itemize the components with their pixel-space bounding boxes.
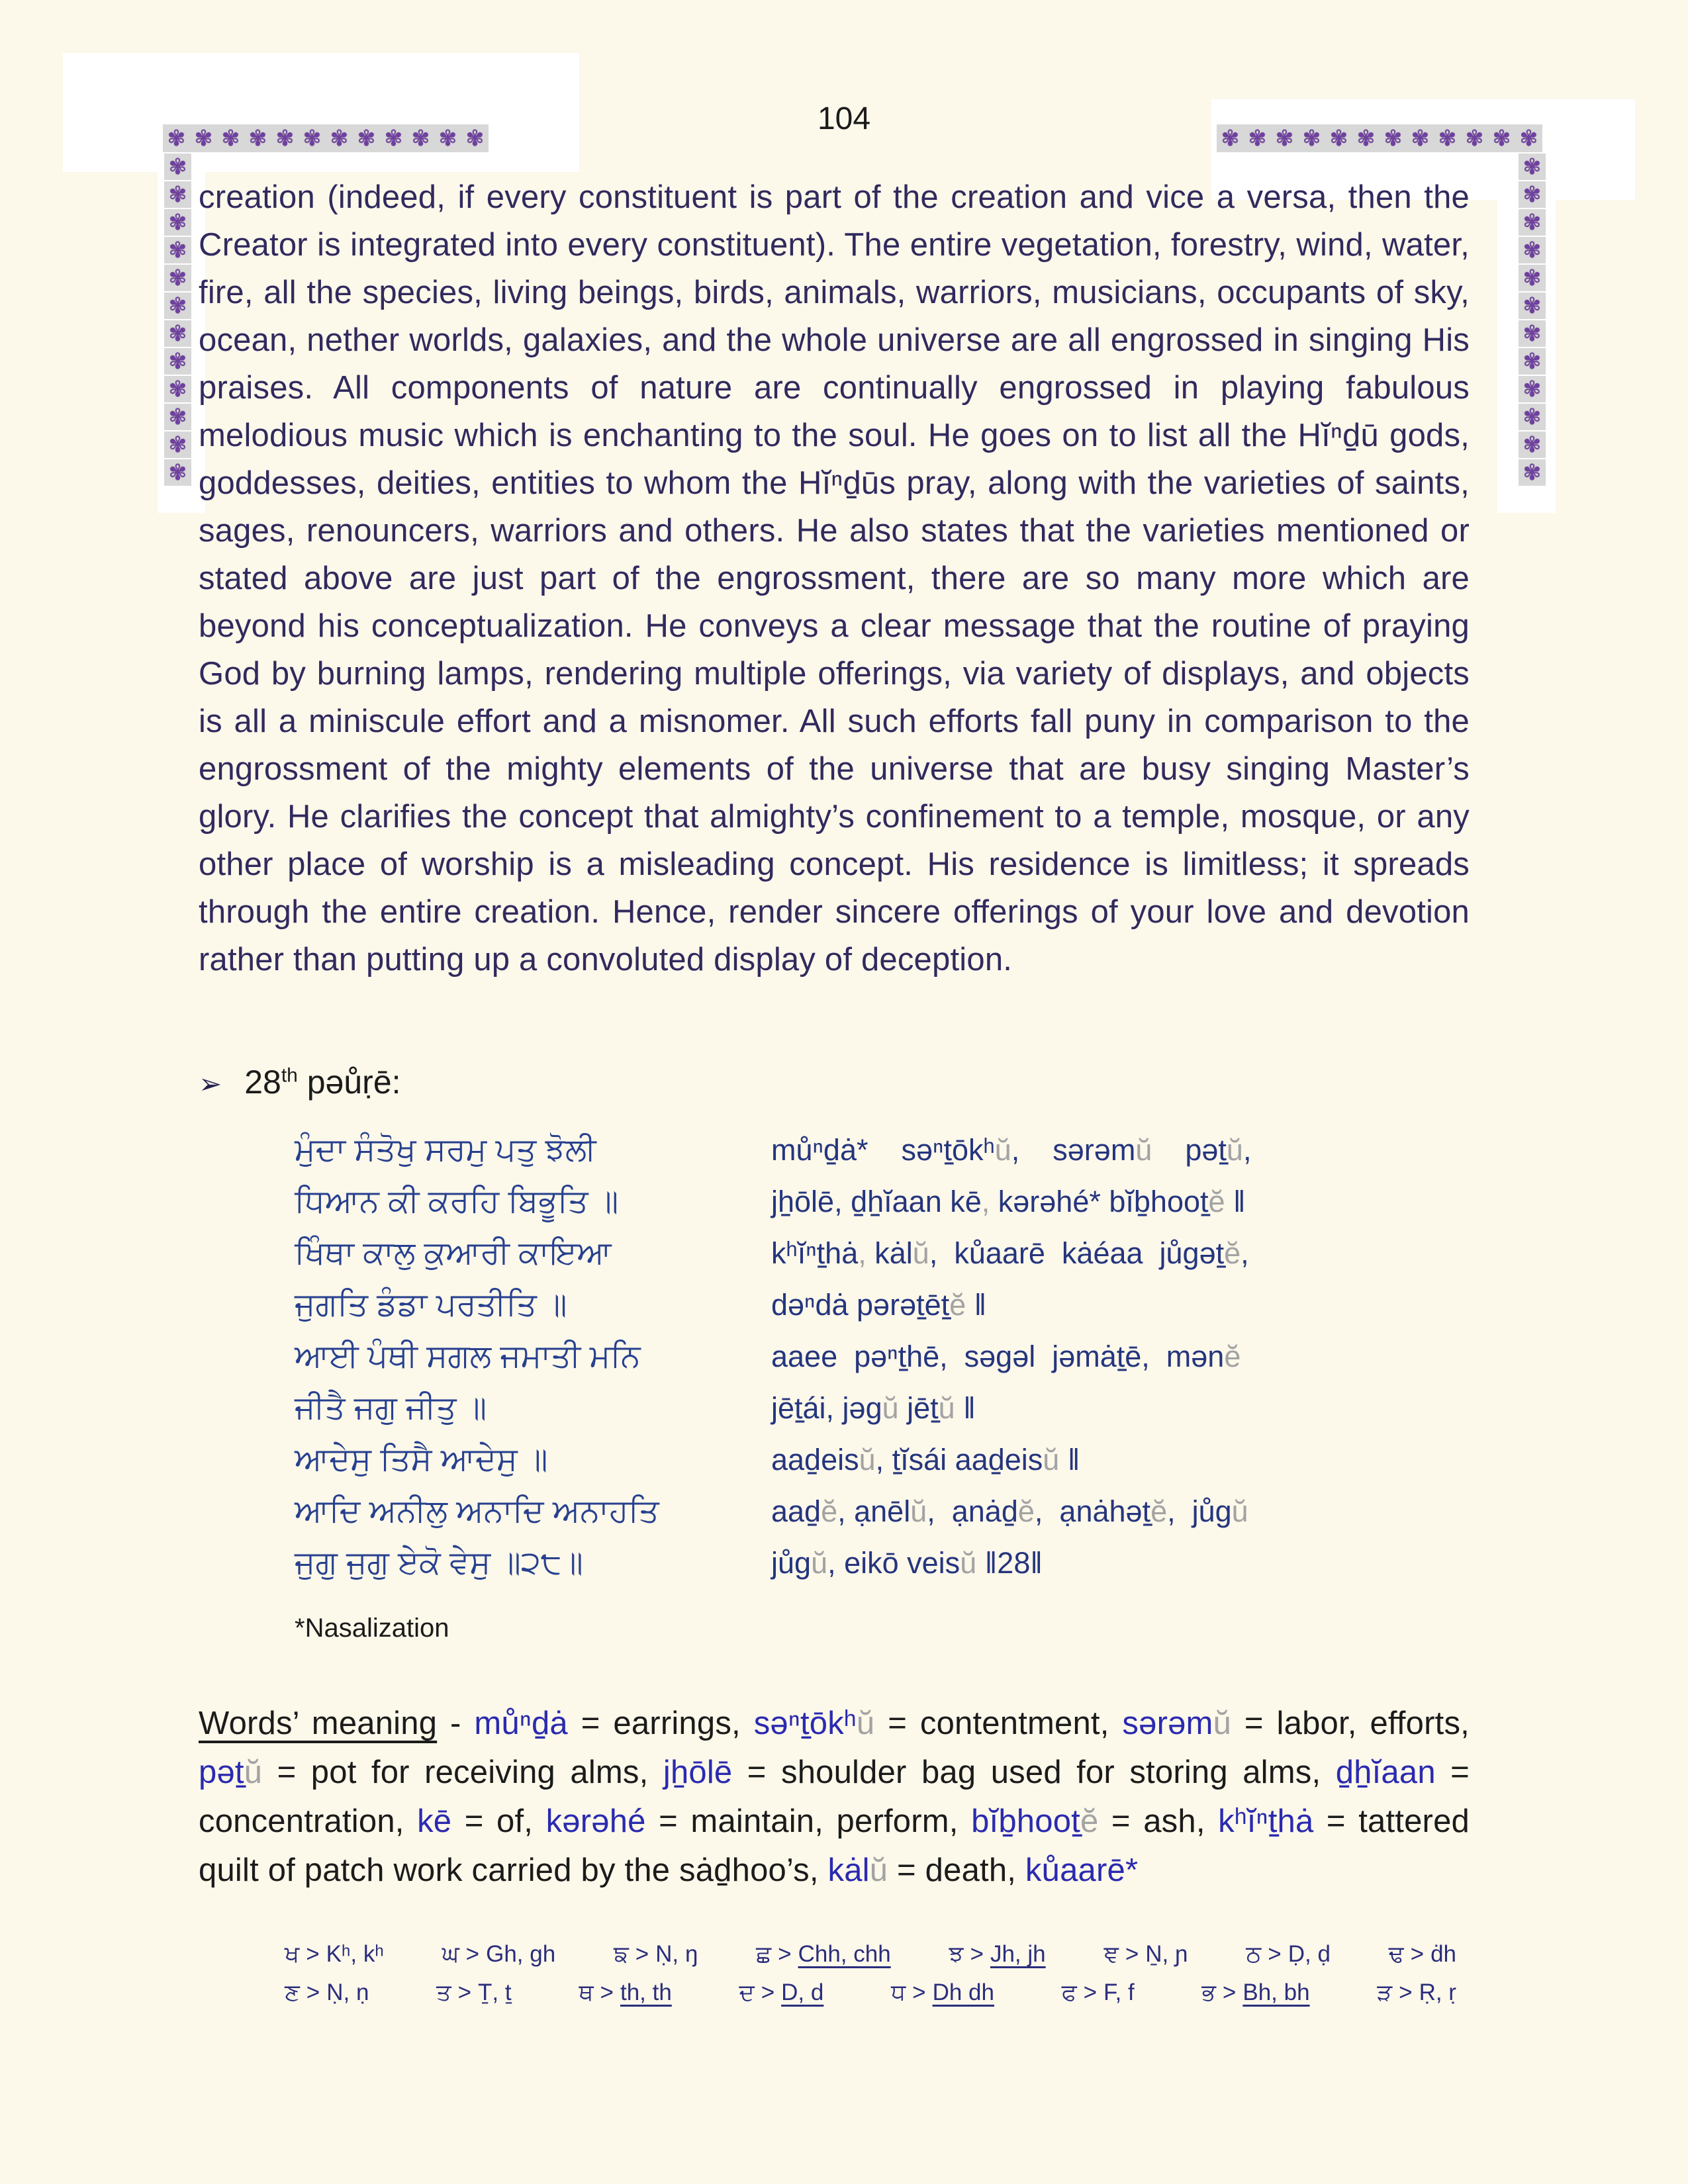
flower-icon: ✾ — [1380, 124, 1407, 152]
transliteration-word: dəⁿdȧ pərət̠ēt̠ — [771, 1288, 950, 1322]
key-separator: > — [465, 1941, 480, 1967]
flower-icon: ✾ — [407, 124, 434, 152]
roman-equivalent: Dh dh — [932, 1979, 994, 2005]
pauri-title: pəůṛē: — [297, 1064, 401, 1101]
flower-icon: ✾ — [1519, 404, 1546, 430]
roman-equivalent: D, d — [781, 1979, 824, 2005]
gurmukhi-letter: ਝ — [949, 1941, 964, 1967]
transliteration-word: jůg — [771, 1546, 812, 1580]
transliteration-line — [771, 1236, 1460, 1271]
gurmukhi-line: ਆਦਿ ਅਨੀਲੁ ਅਨਾਦਿ ਅਨਾਹਤਿ — [295, 1494, 659, 1529]
flower-icon: ✾ — [164, 320, 191, 347]
transliteration-word: , ạnȧhət̠ — [1034, 1494, 1151, 1528]
text-segment: = of, — [451, 1803, 546, 1839]
transliteration-line — [771, 1443, 1460, 1477]
silent-letter: , — [858, 1236, 875, 1270]
gurmukhi-line: ਧਿਆਨ ਕੀ ਕਰਹਿ ਬਿਭੂਤਿ ॥ — [295, 1184, 619, 1219]
gurmukhi-letter: ਦ — [739, 1979, 755, 2005]
key-separator: > — [306, 1979, 320, 2005]
key-entry — [739, 1979, 824, 2006]
gurmukhi-letter: ਭ — [1201, 1979, 1216, 2005]
flower-icon: ✾ — [1217, 124, 1244, 152]
flower-icon: ✾ — [1488, 124, 1515, 152]
transliteration-word: , t̠ĭsái aad̠eis — [875, 1443, 1043, 1477]
key-entry — [1389, 1941, 1456, 1968]
transliteration-word: kʰĭⁿt̠hȧ — [1218, 1803, 1314, 1839]
transliteration-word: jh̠ōlē — [663, 1754, 733, 1790]
flower-icon: ✾ — [1519, 376, 1546, 402]
flower-icon: ✾ — [1519, 293, 1546, 319]
transliteration-word: , ạnȧd̠ — [927, 1494, 1018, 1528]
flower-icon: ✾ — [190, 124, 217, 152]
key-separator: > — [635, 1941, 649, 1967]
transliteration-word: můⁿd̠ȧ — [474, 1706, 568, 1741]
flower-icon: ✾ — [299, 124, 326, 152]
gurmukhi-line: ਆਈ ਪੰਥੀ ਸਗਲ ਜਮਾਤੀ ਮਨਿ — [295, 1339, 641, 1374]
transliteration-line — [771, 1185, 1460, 1219]
flower-icon: ✾ — [1519, 432, 1546, 458]
transliteration-word: ‖28‖ — [976, 1546, 1043, 1580]
gurmukhi-letter: ਣ — [285, 1979, 300, 2005]
flower-icon: ✾ — [271, 124, 299, 152]
transliteration-line — [771, 1340, 1460, 1374]
key-separator: > — [1410, 1941, 1425, 1967]
flower-icon: ✾ — [164, 348, 191, 375]
flower-icon: ✾ — [461, 124, 489, 152]
verse-block — [295, 1132, 1470, 1596]
key-separator: > — [1399, 1979, 1413, 2005]
arrow-bullet-icon: ➢ — [199, 1068, 222, 1099]
verse-row — [295, 1493, 1470, 1545]
silent-letter: ŭ — [811, 1546, 828, 1580]
flower-icon: ✾ — [1515, 124, 1542, 152]
key-entry — [756, 1941, 891, 1968]
pronunciation-key — [285, 1941, 1456, 2006]
page-content — [199, 173, 1470, 2018]
key-separator: > — [306, 1941, 320, 1967]
roman-equivalent: Kʰ, kʰ — [326, 1941, 384, 1967]
text-segment: = earrings, — [567, 1706, 754, 1741]
transliteration-word: sərəm — [1122, 1706, 1213, 1741]
underlined-label: Words’ meaning — [199, 1706, 438, 1741]
gurmukhi-letter: ਤ — [436, 1979, 451, 2005]
key-entry — [285, 1979, 369, 2006]
transliteration-word: jēt̠ — [898, 1391, 939, 1425]
flower-icon: ✾ — [1519, 237, 1546, 263]
verse-row — [295, 1338, 1470, 1390]
silent-letter: , — [981, 1185, 998, 1218]
silent-letter: ĕ — [1080, 1803, 1099, 1839]
body-paragraph: creation (indeed, if every constituent is part of the creation and vice a versa, then the Creator is integrated into every constituent). The entire vegetation, forestry, wind, water, fire, all the species, living beings, birds, animals, warriors, musicians, occupants of sky, ocean, nether worlds, galaxies, and the whole universe are all engrossed in singing His praises. All components of nature are continually engrossed in playing fabulous melodious music which is enchanting to the soul. He goes on to list all the Hĭⁿd̠ū gods, goddesses, deities, entities to whom the Hĭⁿd̠ūs pray, along with the varieties of saints, sages, renouncers, warriors and others. He also states that the varieties mentioned or stated above are just part of the engrossment, there are so many more which are beyond his conceptualization. He conveys a clear message that the routine of praying God by burning lamps, rendering multiple offerings, via variety of displays, and objects is all a miniscule effort and a misnomer. All such efforts fall puny in comparison to the engrossment of the mighty elements of the universe that are busy singing Master’s glory. He clarifies the concept that almighty’s confinement to a temple, mosque, or any other place of worship is a misleading concept. His residence is limitless; it spreads through the entire creation. Hence, render sincere offerings of your love and devotion rather than putting up a convoluted display of deception. — [199, 179, 1470, 978]
key-separator: > — [1268, 1941, 1282, 1967]
flower-icon: ✾ — [1519, 320, 1546, 347]
silent-letter: ŭ — [869, 1852, 888, 1888]
pauri-number: 28 — [244, 1064, 281, 1101]
flower-icon: ✾ — [164, 154, 191, 180]
key-separator: > — [970, 1941, 984, 1967]
flower-icon: ✾ — [1244, 124, 1271, 152]
flower-icon: ✾ — [1461, 124, 1488, 152]
flower-icon: ✾ — [164, 265, 191, 291]
transliteration-line — [771, 1288, 1460, 1322]
key-entry — [614, 1941, 698, 1968]
gurmukhi-line: ਖਿੰਥਾ ਕਾਲੁ ਕੁਆਰੀ ਕਾਇਆ — [295, 1236, 612, 1271]
flower-icon: ✾ — [1298, 124, 1325, 152]
roman-equivalent: ḋh — [1430, 1941, 1456, 1967]
gurmukhi-letter: ੜ — [1377, 1979, 1393, 2005]
roman-equivalent: Ṇ, ŋ — [655, 1941, 698, 1967]
key-entry — [1246, 1941, 1331, 1968]
flower-icon: ✾ — [1519, 209, 1546, 236]
silent-letter: ŭ — [1226, 1133, 1243, 1167]
flower-icon: ✾ — [164, 376, 191, 402]
transliteration-word: aad̠eis — [771, 1443, 859, 1477]
transliteration-word: , — [1243, 1133, 1252, 1167]
key-row — [285, 1979, 1456, 2006]
gurmukhi-line: ਆਦੇਸੁ ਤਿਸੈ ਆਦੇਸੁ ॥ — [295, 1442, 548, 1477]
flower-border-left — [164, 154, 191, 487]
flower-icon: ✾ — [1352, 124, 1380, 152]
verse-row — [295, 1235, 1470, 1287]
transliteration-word: , sərəm — [1011, 1133, 1136, 1167]
flower-icon: ✾ — [1407, 124, 1434, 152]
flower-icon: ✾ — [1519, 348, 1546, 375]
transliteration-word: kərəhé* bĭb̠hoot̠ — [998, 1185, 1209, 1218]
pauri-ordinal: th — [281, 1064, 298, 1087]
verse-row — [295, 1441, 1470, 1493]
gurmukhi-letter: ਢ — [1388, 1941, 1404, 1967]
flower-icon: ✾ — [434, 124, 461, 152]
flower-icon: ✾ — [1519, 154, 1546, 180]
key-entry — [1201, 1979, 1309, 2006]
gurmukhi-line: ਜੁਗਤਿ ਡੰਡਾ ਪਰਤੀਤਿ ॥ — [295, 1287, 567, 1322]
page-number: 104 — [817, 101, 871, 136]
roman-equivalent: Ṯ, ṯ — [478, 1979, 512, 2005]
flower-icon: ✾ — [164, 459, 191, 486]
silent-letter: ŭ — [856, 1706, 875, 1741]
gurmukhi-letter: ਥ — [579, 1979, 594, 2005]
silent-letter: ŭ — [244, 1754, 263, 1790]
flower-icon: ✾ — [244, 124, 271, 152]
silent-letter: ĕ — [949, 1288, 966, 1322]
silent-letter: ŭ — [994, 1133, 1011, 1167]
roman-equivalent: Ḍ, ḍ — [1288, 1941, 1331, 1967]
key-entry — [949, 1941, 1046, 1968]
flower-icon: ✾ — [1519, 181, 1546, 208]
transliteration-word: ‖ — [1225, 1185, 1246, 1218]
silent-letter: ŭ — [1213, 1706, 1232, 1741]
transliteration-word: kȧl — [874, 1236, 913, 1270]
verse-row — [295, 1545, 1470, 1596]
roman-equivalent: Ṛ, ṛ — [1419, 1979, 1456, 2005]
key-entry — [1062, 1979, 1135, 2006]
silent-letter: ĕ — [1017, 1494, 1035, 1528]
roman-equivalent: th, th — [620, 1979, 672, 2005]
gurmukhi-line: ਜੁਗੁ ਜੁਗੁ ਏਕੋ ਵੇਸੁ ॥੨੮॥ — [295, 1545, 583, 1580]
silent-letter: ĕ — [1208, 1185, 1225, 1218]
verse-row — [295, 1287, 1470, 1338]
text-segment: = death, — [888, 1852, 1025, 1888]
silent-letter: ĕ — [821, 1494, 838, 1528]
flower-icon: ✾ — [353, 124, 380, 152]
transliteration-word: pət̠ — [199, 1754, 244, 1790]
transliteration-line — [771, 1133, 1460, 1167]
gurmukhi-letter: ਖ — [285, 1941, 300, 1967]
flower-icon: ✾ — [326, 124, 353, 152]
transliteration-word: kərəhé — [545, 1803, 646, 1839]
text-segment: = contentment, — [874, 1706, 1123, 1741]
key-separator: > — [457, 1979, 472, 2005]
text-segment: = labor, efforts, — [1231, 1706, 1470, 1741]
transliteration-word: můⁿd̠ȧ* səⁿt̠ōkʰ — [771, 1133, 995, 1167]
transliteration-word: pət̠ — [1152, 1133, 1227, 1167]
flower-icon: ✾ — [1519, 459, 1546, 486]
key-row — [285, 1941, 1456, 1968]
transliteration-word: jh̠ōlē, d̠h̠ĭaan kē — [771, 1185, 982, 1218]
silent-letter: ŭ — [1231, 1494, 1248, 1528]
verse-row — [295, 1183, 1470, 1235]
nasalization-note: *Nasalization — [295, 1614, 449, 1643]
transliteration-word: d̠h̠ĭaan — [1335, 1754, 1436, 1790]
key-separator: > — [600, 1979, 614, 2005]
transliteration-word: bĭb̠hoot̠ — [971, 1803, 1080, 1839]
gurmukhi-letter: ਧ — [891, 1979, 906, 2005]
text-segment: = tattered quilt of patch work carried by the sȧd̠hoo’s, — [199, 1803, 1470, 1888]
transliteration-word: , ạnēl — [837, 1494, 911, 1528]
roman-equivalent: Jh, jh — [990, 1941, 1046, 1967]
flower-icon: ✾ — [164, 209, 191, 236]
silent-letter: ŭ — [938, 1391, 955, 1425]
flower-icon: ✾ — [1271, 124, 1298, 152]
gurmukhi-line: ਜੀਤੈ ਜਗੁ ਜੀਤੁ ॥ — [295, 1390, 487, 1426]
text-segment: - — [437, 1706, 475, 1741]
transliteration-word: kē — [417, 1803, 452, 1839]
verse-row — [295, 1132, 1470, 1183]
words-meaning-paragraph — [199, 1699, 1470, 1895]
transliteration-word: aaee pəⁿt̠hē, səgəl jəmȧt̠ē, mən — [771, 1340, 1225, 1373]
text-segment: = concentration, — [199, 1754, 1470, 1839]
key-separator: > — [1125, 1941, 1139, 1967]
transliteration-line — [771, 1391, 1460, 1426]
flower-icon: ✾ — [164, 293, 191, 319]
gurmukhi-letter: ਫ — [1061, 1979, 1077, 2005]
roman-equivalent: Gh, gh — [486, 1941, 556, 1967]
text-segment: = pot for receiving alms, — [262, 1754, 663, 1790]
key-entry — [579, 1979, 671, 2006]
gurmukhi-line: ਮੁੰਦਾ ਸੰਤੋਖੁ ਸਰਮੁ ਪਤੁ ਝੋਲੀ — [295, 1132, 596, 1167]
pauri-heading — [199, 1063, 1470, 1101]
roman-equivalent: Ṉ, ɲ — [1145, 1941, 1188, 1967]
silent-letter: ŭ — [1135, 1133, 1152, 1167]
flower-icon: ✾ — [380, 124, 407, 152]
flower-icon: ✾ — [1519, 265, 1546, 291]
silent-letter: ŭ — [1043, 1443, 1060, 1477]
key-entry — [1103, 1941, 1188, 1968]
key-entry — [442, 1941, 556, 1968]
pauri-heading-text — [244, 1063, 400, 1101]
flower-icon: ✾ — [1434, 124, 1461, 152]
roman-equivalent: F, f — [1103, 1979, 1135, 2005]
silent-letter: ŭ — [910, 1494, 927, 1528]
transliteration-word: , jůg — [1167, 1494, 1232, 1528]
transliteration-word: kȧl — [827, 1852, 870, 1888]
text-segment: = maintain, perform, — [645, 1803, 972, 1839]
transliteration-line — [771, 1546, 1460, 1580]
transliteration-word: , kůaarē kȧéaa jůgət̠ — [929, 1236, 1225, 1270]
silent-letter: ŭ — [882, 1391, 899, 1425]
gurmukhi-letter: ਙ — [613, 1941, 629, 1967]
silent-letter: ĕ — [1224, 1236, 1241, 1270]
silent-letter: ĕ — [1224, 1340, 1241, 1373]
flower-icon: ✾ — [164, 237, 191, 263]
key-separator: > — [912, 1979, 926, 2005]
key-separator: > — [1222, 1979, 1237, 2005]
key-entry — [285, 1941, 384, 1968]
flower-icon: ✾ — [164, 432, 191, 458]
transliteration-word: kʰĭⁿt̠hȧ — [771, 1236, 859, 1270]
transliteration-word: kůaarē* — [1025, 1852, 1139, 1888]
transliteration-line — [771, 1494, 1460, 1529]
flower-icon: ✾ — [164, 181, 191, 208]
key-separator: > — [761, 1979, 775, 2005]
transliteration-word: , — [1241, 1236, 1249, 1270]
silent-letter: ĕ — [1150, 1494, 1168, 1528]
gurmukhi-letter: ਘ — [442, 1941, 459, 1967]
roman-equivalent: Bh, bh — [1243, 1979, 1310, 2005]
flower-border-right — [1519, 154, 1546, 487]
silent-letter: ŭ — [960, 1546, 977, 1580]
text-segment: = ash, — [1098, 1803, 1219, 1839]
verse-row — [295, 1390, 1470, 1441]
flower-icon: ✾ — [164, 404, 191, 430]
flower-icon: ✾ — [1325, 124, 1352, 152]
text-segment: = shoulder bag used for storing alms, — [732, 1754, 1336, 1790]
transliteration-word: aad̠ — [771, 1494, 821, 1528]
transliteration-word: ‖ — [955, 1391, 976, 1425]
key-entry — [891, 1979, 994, 2006]
silent-letter: ŭ — [859, 1443, 876, 1477]
gurmukhi-letter: ਠ — [1246, 1941, 1262, 1967]
flower-icon: ✾ — [163, 124, 190, 152]
flower-icon: ✾ — [217, 124, 244, 152]
key-entry — [436, 1979, 511, 2006]
transliteration-word: , eikō veis — [827, 1546, 961, 1580]
key-entry — [1377, 1979, 1456, 2006]
transliteration-word: səⁿt̠ōkʰ — [753, 1706, 857, 1741]
silent-letter: ŭ — [912, 1236, 929, 1270]
transliteration-word: ‖ — [1059, 1443, 1080, 1477]
transliteration-word: ‖ — [966, 1288, 987, 1322]
transliteration-word: jēt̠ái, jəg — [771, 1391, 882, 1425]
key-separator: > — [1083, 1979, 1098, 2005]
gurmukhi-letter: ਞ — [1103, 1941, 1119, 1967]
key-separator: > — [778, 1941, 792, 1967]
roman-equivalent: Ṇ, ṇ — [326, 1979, 369, 2005]
gurmukhi-letter: ਛ — [756, 1941, 772, 1967]
roman-equivalent: Chh, chh — [798, 1941, 891, 1967]
